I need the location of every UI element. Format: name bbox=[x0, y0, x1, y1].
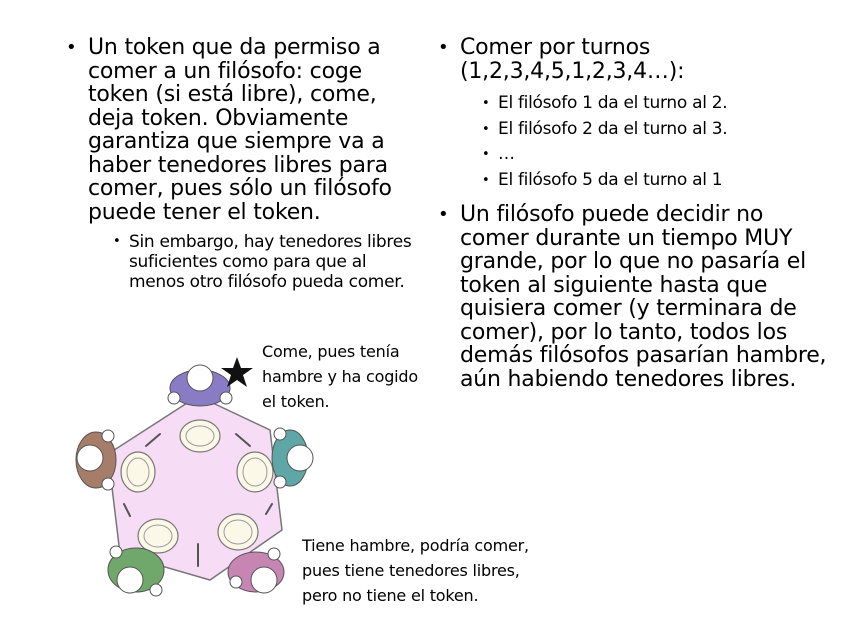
right-bullet-1 bbox=[436, 36, 836, 83]
turn-item-text: El filósofo 5 da el turno al 1 bbox=[498, 169, 723, 190]
bullet-dot: • bbox=[66, 37, 77, 58]
turn-list bbox=[478, 91, 836, 193]
caption-line: Come, pues tenía bbox=[262, 342, 400, 361]
right-column bbox=[436, 36, 836, 399]
bullet-dot: • bbox=[482, 96, 490, 111]
turn-item-text: El filósofo 1 da el turno al 2. bbox=[498, 93, 728, 113]
turn-item-text: El filósofo 2 da el turno al 3. bbox=[498, 118, 728, 139]
caption-line: pues tiene tenedores libres, bbox=[302, 561, 520, 580]
bullet-dot: • bbox=[438, 204, 449, 225]
bullet-dot: • bbox=[482, 172, 490, 188]
philosopher-5 bbox=[76, 430, 116, 490]
bullet-dot: • bbox=[482, 147, 490, 162]
caption-hungry bbox=[302, 533, 529, 608]
turn-item-text: … bbox=[498, 144, 515, 164]
right-bullet-2 bbox=[436, 203, 836, 391]
caption-eating bbox=[262, 339, 418, 414]
left-bullet-text: Un token que da permiso a comer a un filósofo: coge token (si está libre), come, deja token. Obviamente garantiza que siempre va a haber tenedores libres para comer, pues sólo un filósofo puede tener el token. bbox=[88, 35, 392, 225]
caption-line: el token. bbox=[262, 392, 330, 411]
left-sub-bullet bbox=[109, 232, 424, 292]
right-bullet-1-text: Comer por turnos (1,2,3,4,5,1,2,3,4…): bbox=[460, 35, 685, 84]
right-bullet-2-text: Un filósofo puede decidir no comer durante un tiempo MUY grande, por lo que no pasaría el token al siguiente hasta que quisiera comer (y terminara de comer), por lo tanto, todos los demás filósofos pasarían hambre, aún habiendo tenedores libres. bbox=[460, 202, 827, 392]
caption-line: hambre y ha cogido bbox=[262, 367, 418, 386]
left-bullet bbox=[64, 36, 424, 224]
caption-line: pero no tiene el token. bbox=[302, 586, 479, 605]
turn-item bbox=[478, 117, 836, 143]
turn-item bbox=[478, 91, 836, 117]
turn-item bbox=[478, 168, 836, 194]
bullet-dot: • bbox=[482, 121, 490, 137]
turn-item bbox=[478, 142, 836, 168]
left-sub-bullet-text: Sin embargo, hay tenedores libres suficientes como para que al menos otro filósofo pueda comer. bbox=[129, 232, 412, 292]
left-column bbox=[64, 36, 424, 292]
bullet-dot: • bbox=[438, 37, 449, 58]
philosopher-2 bbox=[272, 428, 313, 488]
philosopher-1 bbox=[168, 365, 232, 406]
caption-line: Tiene hambre, podría comer, bbox=[302, 536, 529, 555]
bullet-dot: • bbox=[113, 234, 121, 249]
